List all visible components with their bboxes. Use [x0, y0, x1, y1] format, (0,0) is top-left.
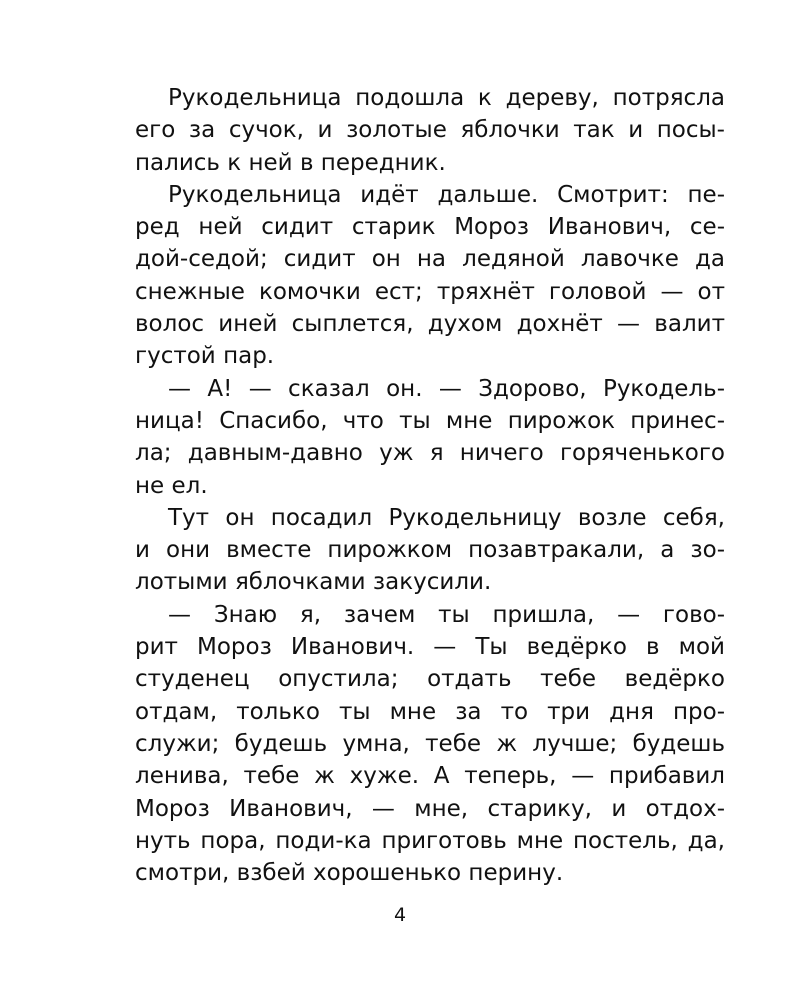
- text-line: — А! — сказал он. — Здорово, Рукодель-: [168, 375, 725, 402]
- text-line: ла; давным-давно уж я ничего горяченького: [135, 440, 725, 467]
- paragraph: [135, 599, 725, 890]
- body-text: [135, 82, 725, 889]
- text-line: смотри, взбей хорошенько перину.: [135, 860, 564, 887]
- text-line: его за сучок, и золотые яблочки так и посы-: [135, 117, 725, 144]
- text-line: снежные комочки ест; тряхнёт головой — от: [135, 278, 725, 305]
- text-line: студенец опустила; отдать тебе ведёрко: [135, 666, 725, 693]
- paragraph: [135, 179, 725, 373]
- page-number: 4: [393, 904, 407, 926]
- paragraph: [135, 82, 725, 179]
- text-line: рит Мороз Иванович. — Ты ведёрко в мой: [135, 634, 725, 661]
- text-line: отдам, только ты мне за то три дня про-: [135, 698, 725, 725]
- text-line: — Знаю я, зачем ты пришла, — гово-: [168, 601, 725, 628]
- text-line: Мороз Иванович, — мне, старику, и отдох-: [135, 795, 725, 822]
- text-line: густой пар.: [135, 343, 275, 370]
- paragraph: [135, 502, 725, 599]
- text-line: Тут он посадил Рукодельницу возле себя,: [168, 504, 725, 531]
- text-line: и они вместе пирожком позавтракали, а зо-: [135, 537, 725, 564]
- text-line: не ел.: [135, 472, 208, 499]
- text-line: Рукодельница подошла к дереву, потрясла: [168, 85, 725, 111]
- text-line: нуть пора, поди-ка приготовь мне постель, да,: [135, 827, 725, 854]
- text-line: дой-седой; сидит он на ледяной лавочке да: [135, 246, 725, 273]
- text-line: волос иней сыплется, духом дохнёт — валит: [135, 311, 725, 338]
- text-line: Рукодельница идёт дальше. Смотрит: пе-: [168, 181, 725, 208]
- text-line: ница! Спасибо, что ты мне пирожок принес-: [135, 407, 725, 434]
- text-line: пались к ней в передник.: [135, 149, 446, 176]
- text-line: ленива, тебе ж хуже. А теперь, — прибавил: [135, 763, 725, 790]
- paragraph: [135, 373, 725, 502]
- text-line: лотыми яблочками закусили.: [135, 569, 492, 596]
- text-line: ред ней сидит старик Мороз Иванович, се-: [135, 214, 725, 241]
- text-line: служи; будешь умна, тебе ж лучше; будешь: [135, 730, 725, 757]
